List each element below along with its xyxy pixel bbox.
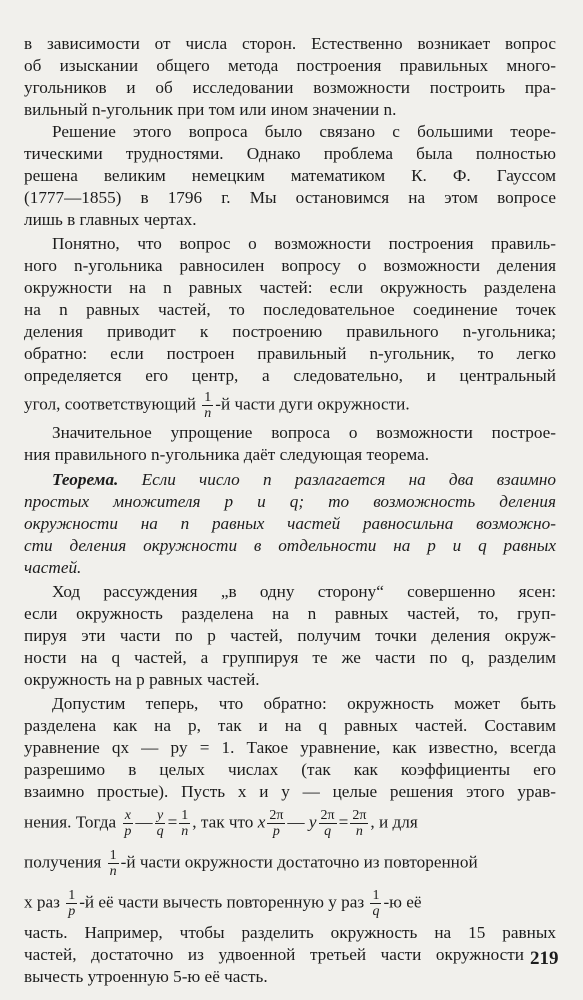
text-line: окружность на p равных частей. [24, 670, 260, 689]
text-line: уравнение qx — py = 1. Такое уравнение, как известно, всегда [24, 738, 556, 757]
fraction-x-p: $\frac{x}{p}$ [124, 808, 132, 839]
text-line: Значительное упрощение вопроса о возможности построе- [52, 423, 556, 442]
text-line: (1777—1855) в 1796 г. Мы остановимся на этом вопросе [24, 188, 556, 207]
text-line: вычесть утроенную 5-ю её часть. [24, 967, 268, 986]
fraction-1-p: $\frac{1}{p}$ [68, 888, 76, 919]
equation-line: нения. Тогда $\frac{x}{p}$ — $\frac{y}{q}$ = $\frac{1}{n}$ , так что x $\frac{2\pi}{p}$ — y $\frac{2\pi}{q}$ = $\frac{2\pi}{n}$ , и для [24, 808, 418, 839]
text-line: разрешимо в целых числах (так как коэффициенты его [24, 760, 556, 779]
text-line-with-fraction: получения $\frac{1}{n}$ -й части окружности достаточно из повторенной [24, 848, 478, 879]
text-line: ния правильного n-угольника даёт следующая теорема. [24, 445, 430, 464]
text-line: об изыскании общего метода построения правильных много- [24, 56, 556, 75]
text-line: окружности на n равных частей: если окружность разделена [24, 278, 556, 297]
fraction-1-n: $\frac{1}{n}$ [181, 808, 189, 839]
text-line: угольников и об исследовании возможности построить пра- [24, 78, 556, 97]
text-line: определяется его центр, а следовательно, и центральный [24, 366, 556, 385]
theorem-line: окружности на n равных частей равносильна возможно- [24, 514, 556, 533]
text-line: на n равных частей, то последовательное соединение точек [24, 300, 556, 319]
text-line: если окружность разделена на n равных частей, то, груп- [24, 604, 556, 623]
text-line: решена великим немецким математиком К. Ф. Гауссом [24, 166, 556, 185]
fraction-y-q: $\frac{y}{q}$ [156, 808, 164, 839]
theorem-line: Теорема. Если число n разлагается на два взаимно [52, 470, 557, 489]
fraction-1-n: $\frac{1}{n}$ [204, 390, 212, 421]
text-line: часть. Например, чтобы разделить окружность на 15 равных [24, 923, 556, 942]
fraction-1-n: $\frac{1}{n}$ [109, 848, 117, 879]
text-line: пируя эти части по p частей, получим точки деления окруж- [24, 626, 556, 645]
text-line: разделена как на p, так и на q равных частей. Составим [24, 716, 556, 735]
text-line: Понятно, что вопрос о возможности построения правиль- [52, 234, 556, 253]
text-line: вильный n-угольник при том или ином значении n. [24, 100, 397, 119]
fraction-1-q: $\frac{1}{q}$ [372, 888, 380, 919]
text-line: Решение этого вопроса было связано с большими теоре- [52, 122, 556, 141]
text-line: лишь в главных чертах. [24, 210, 197, 229]
theorem-line: сти деления окружности в отдельности на p и q равных [24, 536, 556, 555]
fraction-2pi-p: $\frac{2\pi}{p}$ [269, 808, 284, 839]
theorem-line: частей. [24, 558, 82, 577]
text-line-with-fraction: угол, соответствующий $\frac{1}{n}$ -й части дуги окружности. [24, 390, 410, 421]
text-line: обратно: если построен правильный n-угольник, то легко [24, 344, 556, 363]
text-line-with-fraction: x раз $\frac{1}{p}$ -й её части вычесть повторенную y раз $\frac{1}{q}$ -ю её [24, 888, 422, 919]
fraction-2pi-n: $\frac{2\pi}{n}$ [352, 808, 367, 839]
text-line: ности на q частей, а группируя те же части по q, разделим [24, 648, 556, 667]
theorem-line: простых множителя p и q; то возможность деления [24, 492, 556, 511]
text-line: ного n-угольника равносилен вопросу о возможности деления [24, 256, 556, 275]
page-number: 219 [530, 948, 559, 969]
text-line: тическими трудностями. Однако проблема была полностью [24, 144, 556, 163]
text-line: Ход рассуждения „в одну сторону“ совершенно ясен: [52, 582, 556, 601]
text-line: в зависимости от числа сторон. Естественно возникает вопрос [24, 34, 556, 53]
text-line: частей, достаточно из удвоенной третьей части окружности [24, 945, 524, 964]
text-line: Допустим теперь, что обратно: окружность может быть [52, 694, 556, 713]
fraction-2pi-q: $\frac{2\pi}{q}$ [320, 808, 335, 839]
text-line: взаимно простые). Пусть x и y — целые решения этого урав- [24, 782, 556, 801]
theorem-label: Теорема. [52, 470, 119, 489]
text-line: деления приводит к построению правильного n-угольника; [24, 322, 556, 341]
